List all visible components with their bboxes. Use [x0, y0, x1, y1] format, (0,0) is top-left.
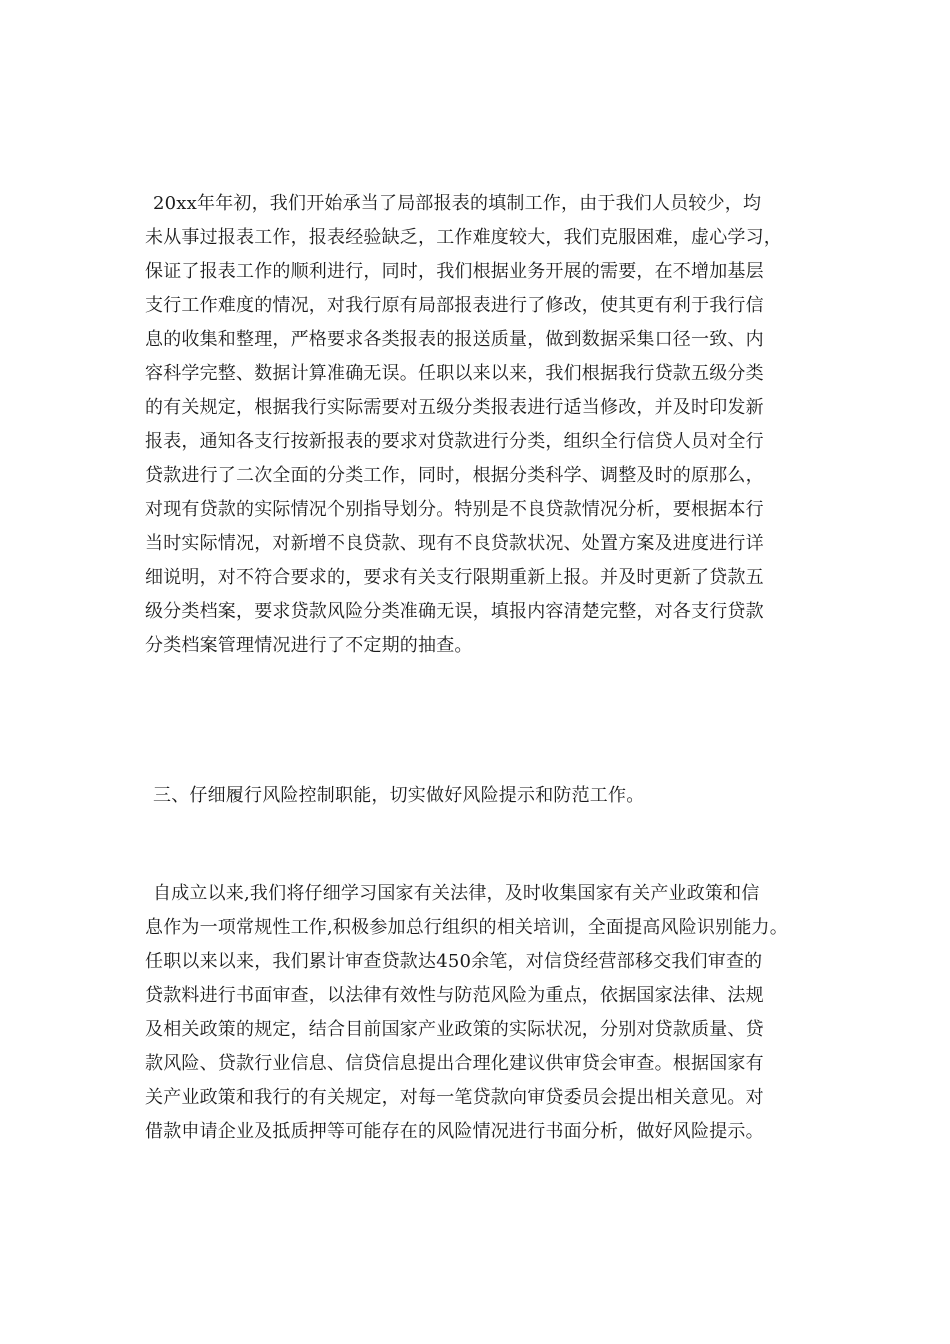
text-line: 细说明，对不符合要求的，要求有关支行限期重新上报。并及时更新了贷款五 [145, 567, 764, 588]
paragraph-report-work [145, 187, 825, 663]
text-line: 级分类档案，要求贷款风险分类准确无误，填报内容清楚完整，对各支行贷款 [145, 601, 764, 622]
text-line: 关产业政策和我行的有关规定，对每一笔贷款向审贷委员会提出相关意见。对 [145, 1087, 764, 1108]
section-heading-3 [145, 779, 825, 813]
text-line: 借款申请企业及抵质押等可能存在的风险情况进行书面分析，做好风险提示。 [145, 1121, 764, 1142]
text-line: 支行工作难度的情况，对我行原有局部报表进行了修改，使其更有利于我行信 [145, 295, 764, 316]
text-line: 贷款料进行书面审查，以法律有效性与防范风险为重点，依据国家法律、法规 [145, 985, 764, 1006]
text-line: 报表，通知各支行按新报表的要求对贷款进行分类，组织全行信贷人员对全行 [145, 431, 764, 452]
text-line: 自成立以来,我们将仔细学习国家有关法律，及时收集国家有关产业政策和信 [153, 883, 760, 904]
text-line: 款风险、贷款行业信息、信贷信息提出合理化建议供审贷会审查。根据国家有 [145, 1053, 764, 1074]
text-line: 及相关政策的规定，结合目前国家产业政策的实际状况，分别对贷款质量、贷 [145, 1019, 764, 1040]
text-line: 的有关规定，根据我行实际需要对五级分类报表进行适当修改，并及时印发新 [145, 397, 764, 418]
heading-text: 三、仔细履行风险控制职能，切实做好风险提示和防范工作。 [153, 785, 645, 806]
text-line: 容科学完整、数据计算准确无误。任职以来以来，我们根据我行贷款五级分类 [145, 363, 764, 384]
text-line: 当时实际情况，对新增不良贷款、现有不良贷款状况、处置方案及进度进行详 [145, 533, 764, 554]
paragraph-risk-control [145, 877, 825, 1149]
text-line: 对现有贷款的实际情况个别指导划分。特别是不良贷款情况分析，要根据本行 [145, 499, 764, 520]
text-line: 分类档案管理情况进行了不定期的抽查。 [145, 635, 473, 656]
text-line: 保证了报表工作的顺利进行，同时，我们根据业务开展的需要，在不增加基层 [145, 261, 764, 282]
text-line: 20xx年年初，我们开始承当了局部报表的填制工作，由于我们人员较少，均 [153, 193, 762, 214]
text-line: 息的收集和整理，严格要求各类报表的报送质量，做到数据采集口径一致、内 [145, 329, 764, 350]
text-line: 任职以来以来，我们累计审查贷款达450余笔，对信贷经营部移交我们审查的 [145, 951, 763, 972]
text-line: 贷款进行了二次全面的分类工作，同时，根据分类科学、调整及时的原那么， [145, 465, 764, 486]
text-line: 未从事过报表工作，报表经验缺乏，工作难度较大，我们克服困难，虚心学习， [145, 227, 782, 248]
text-line: 息作为一项常规性工作,积极参加总行组织的相关培训，全面提高风险识别能力。 [145, 917, 788, 938]
